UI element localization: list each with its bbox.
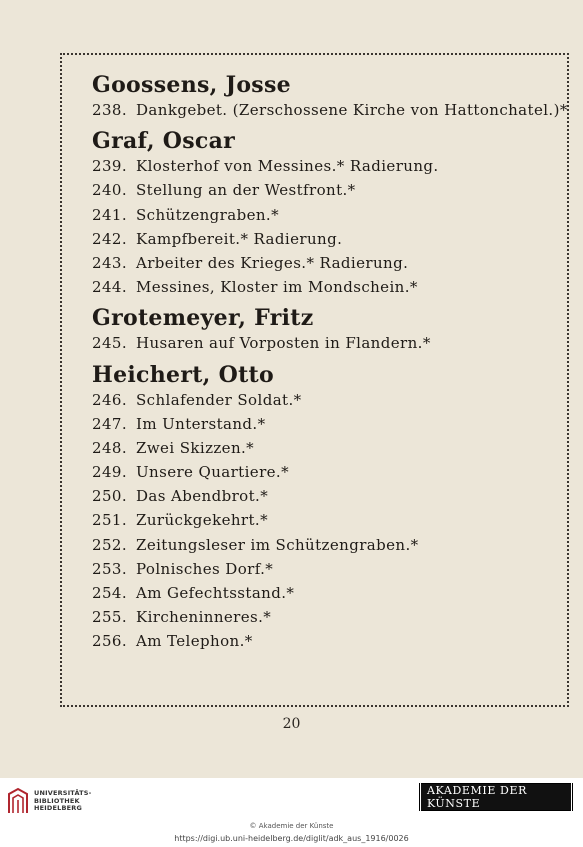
artist-section (92, 362, 562, 654)
entry-title: Am Telephon.* (136, 632, 253, 651)
entry-title: Arbeiter des Krieges.* Radierung. (136, 253, 409, 272)
akademie-label: AKADEMIE DER KÜNSTE (420, 780, 572, 814)
entry-title: Am Gefechtsstand.* (136, 584, 295, 602)
entry-number: 250. (92, 487, 127, 506)
entry-number: 240. (92, 181, 127, 200)
library-logo[interactable] (6, 784, 106, 818)
entry-number: 251. (92, 511, 127, 530)
entry-title: Stellung an der Westfront.* (136, 181, 356, 200)
entry-number: 238. (92, 101, 127, 119)
catalog-entry (92, 533, 562, 557)
entry-number: 253. (92, 559, 127, 578)
copyright-notice: © Akademie der Künste (249, 822, 334, 830)
akademie-logo[interactable] (419, 783, 573, 811)
catalog-entry (92, 484, 562, 508)
catalog-entry (92, 436, 562, 460)
artist-section (92, 305, 562, 355)
entry-number: 254. (92, 584, 127, 602)
catalog-entry (92, 154, 562, 178)
catalog-entry (92, 275, 562, 299)
catalog-entry (92, 629, 562, 653)
artist-heading: Graf, Oscar (92, 128, 236, 155)
catalog-entry (92, 227, 562, 251)
entry-number: 247. (92, 414, 127, 433)
entry-number: 241. (92, 205, 127, 224)
library-seal-icon (6, 786, 30, 816)
viewer-footer (0, 778, 583, 847)
entry-title: Husaren auf Vorposten in Flandern.* (136, 334, 431, 353)
artist-section (92, 72, 568, 122)
entry-number: 255. (92, 608, 127, 627)
artist-heading: Heichert, Otto (92, 361, 274, 388)
entry-title: Zurückgekehrt.* (136, 511, 268, 530)
entry-title: Klosterhof von Messines.* Radierung. (136, 157, 439, 176)
entry-number: 243. (92, 253, 127, 272)
entry-title: Polnisches Dorf.* (136, 559, 274, 578)
catalog-entry (92, 331, 562, 355)
artist-heading: Goossens, Josse (92, 72, 291, 98)
entry-number: 239. (92, 157, 127, 176)
catalog-entry (92, 251, 562, 275)
logo-line: UNIVERSITÄTS- (34, 789, 92, 797)
artist-heading: Grotemeyer, Fritz (92, 305, 314, 332)
entry-title: Zeitungsleser im Schützengraben.* (136, 535, 419, 554)
permalink-url[interactable]: https://digi.ub.uni-heidelberg.de/diglit/adk_aus_1916/0026 (174, 834, 409, 843)
entry-title: Im Unterstand.* (136, 414, 266, 433)
entry-number: 245. (92, 334, 127, 353)
catalog-entry (92, 460, 562, 484)
entry-number: 244. (92, 278, 127, 297)
entry-title: Zwei Skizzen.* (136, 438, 255, 457)
catalog-entry (92, 557, 562, 581)
entry-number: 256. (92, 632, 127, 651)
entry-title: Schlafender Soldat.* (136, 390, 302, 409)
entry-title: Kircheninneres.* (136, 608, 272, 627)
entry-number: 248. (92, 438, 127, 457)
entry-number: 242. (92, 229, 127, 248)
catalog-entry (92, 178, 562, 202)
artist-section (92, 128, 562, 299)
catalog-list (92, 72, 568, 654)
entry-title: Dankgebet. (Zerschossene Kirche von Hattonchatel.)* (136, 101, 568, 119)
entry-number: 252. (92, 535, 127, 554)
entry-title: Das Abendbrot.* (136, 487, 269, 506)
logo-line: HEIDELBERG (34, 804, 83, 812)
entry-title: Unsere Quartiere.* (136, 463, 289, 482)
catalog-entry (92, 388, 562, 412)
entry-number: 249. (92, 463, 127, 482)
catalog-entry (92, 203, 562, 227)
entry-title: Kampfbereit.* Radierung. (136, 229, 343, 248)
logo-line: BIBLIOTHEK (34, 796, 80, 805)
catalog-entry (92, 581, 562, 605)
catalog-entry (92, 98, 568, 122)
page-number: 20 (282, 716, 301, 732)
entry-title: Messines, Kloster im Mondschein.* (136, 278, 418, 297)
catalog-entry (92, 412, 562, 436)
entry-number: 246. (92, 390, 127, 409)
library-logo-text (34, 790, 92, 813)
catalog-entry (92, 605, 562, 629)
entry-title: Schützengraben.* (136, 205, 279, 224)
catalog-entry (92, 508, 562, 532)
